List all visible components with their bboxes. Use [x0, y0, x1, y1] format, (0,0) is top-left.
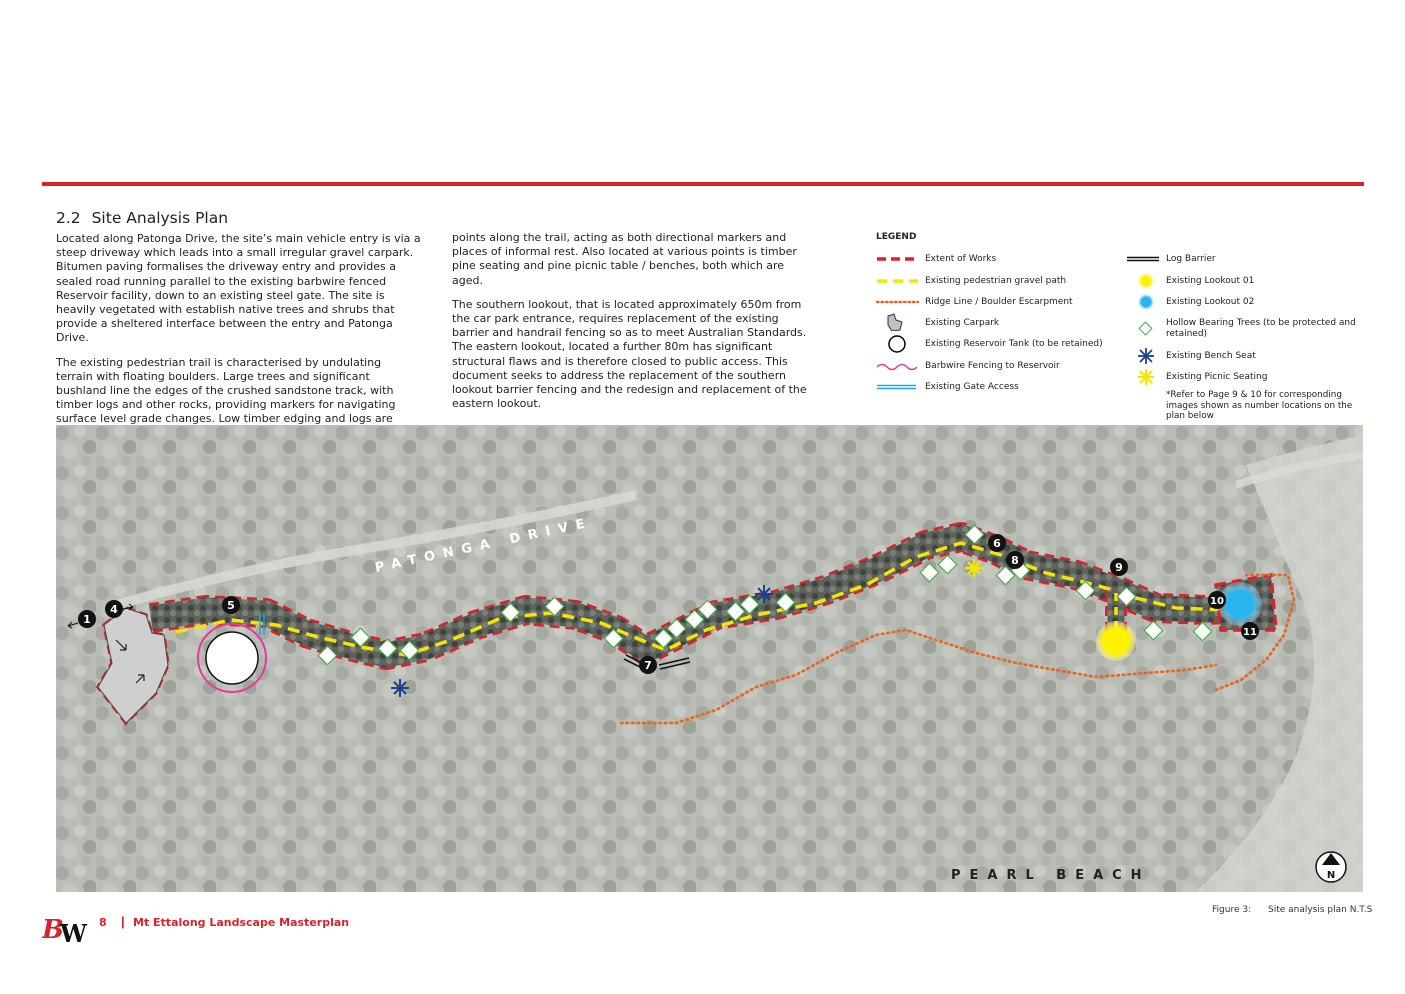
svg-text:11: 11	[1243, 627, 1257, 638]
marker-11	[1241, 622, 1259, 640]
beach-label: PEARL BEACH	[951, 868, 1151, 883]
marker-8	[1006, 551, 1024, 569]
legend-note: *Refer to Page 9 & 10 for corresponding images shown as number locations on the plan below	[1166, 390, 1353, 421]
yellow-glow-dot-icon	[1138, 273, 1154, 289]
body-column-1	[56, 232, 421, 451]
pink-wavy-line-icon	[877, 365, 917, 370]
svg-text:6: 6	[993, 537, 1001, 550]
section-number: 2.2	[56, 209, 81, 227]
figure-caption-text: Site analysis plan N.T.S	[1267, 905, 1373, 915]
legend-log-barrier: Log Barrier	[1166, 253, 1216, 264]
marker-6	[988, 534, 1006, 552]
paragraph: Located along Patonga Drive, the site’s main vehicle entry is via a steep driveway which leads into a small irregular gravel carpark. Bitumen paving formalises the driveway entry and provides a sealed road running parallel to the existing barbwire fenced Reservoir facility, down to an existing steel gate. The site is heavily vegetated with establish native trees and shrubs that provide a sheltered interface between the entry and Patonga Drive.	[56, 232, 421, 345]
legend-gate-access: Existing Gate Access	[925, 381, 1019, 392]
svg-text:B: B	[42, 915, 64, 945]
legend-lookout-02: Existing Lookout 02	[1125, 295, 1254, 309]
site-analysis-map	[56, 425, 1363, 892]
section-heading	[56, 209, 228, 227]
reservoir-tank	[206, 632, 258, 684]
header-rule	[42, 182, 1364, 186]
svg-text:N: N	[1326, 870, 1336, 881]
legend-barbwire-fencing: Barbwire Fencing to Reservoir	[876, 359, 1060, 373]
document-title: Mt Ettalong Landscape Masterplan	[133, 916, 350, 929]
brand-logo	[42, 912, 88, 952]
blue-glow-dot-icon	[1138, 294, 1154, 310]
marker-7	[639, 656, 657, 674]
figure-caption	[1212, 905, 1372, 915]
svg-text:9: 9	[1115, 561, 1123, 574]
legend-title: LEGEND	[876, 232, 917, 242]
green-diamond-icon	[1139, 322, 1152, 335]
legend-picnic-seating: Existing Picnic Seating	[1125, 370, 1267, 384]
north-arrow-icon	[1316, 852, 1346, 882]
marker-4	[105, 600, 123, 618]
blue-asterisk-icon	[1138, 348, 1154, 364]
svg-text:8: 8	[1011, 554, 1019, 567]
road-label: PATONGA DRIVE	[373, 515, 595, 576]
yellow-asterisk-icon	[1138, 369, 1154, 385]
marker-10	[1208, 591, 1226, 609]
svg-text:1: 1	[83, 613, 91, 626]
page-number: 8	[99, 916, 107, 929]
svg-text:10: 10	[1210, 596, 1224, 607]
carpark-icon	[888, 314, 902, 331]
legend-hollow-bearing-trees: Hollow Bearing Trees (to be protected and retained)	[1125, 316, 1356, 342]
paragraph: The southern lookout, that is located approximately 650m from the car park entrance, requires replacement of the existing barrier and handrail fencing so as to meet Australian Standards. The eastern lookout, located a further 80m has significant structural flaws and is therefore closed to public access. This document seeks to address the replacement of the southern lookout barrier fencing and the redesign and replacement of the eastern lookout.	[452, 297, 807, 411]
svg-text:W: W	[60, 919, 87, 948]
legend-ridge-line: Ridge Line / Boulder Escarpment	[925, 296, 1073, 307]
lookout-01	[1096, 621, 1136, 661]
legend-pedestrian-path: Existing pedestrian gravel path	[925, 275, 1067, 286]
figure-label: Figure 3:	[1212, 905, 1252, 915]
section-title: Site Analysis Plan	[91, 209, 229, 227]
paragraph: points along the trail, acting as both directional markers and places of informal rest. Also located at various points is timber pine seating and pine picnic table / benches, both which are aged.	[452, 231, 797, 287]
legend-bench-seat: Existing Bench Seat	[1125, 349, 1256, 363]
circle-icon	[889, 336, 905, 352]
legend-reservoir-tank: Existing Reservoir Tank (to be retained)	[876, 337, 1103, 351]
marker-9	[1110, 558, 1128, 576]
legend-extent-of-works: Extent of Works	[925, 253, 997, 264]
legend-carpark: Existing Carpark	[876, 316, 999, 330]
paragraph: The existing pedestrian trail is characterised by undulating terrain with floating boulders. Large trees and significant bushland line the edges of the crushed sandstone track, with timber logs and other rocks, providing markers for navigating surface level grade changes. Low timber edging and logs are	[56, 355, 396, 426]
svg-text:4: 4	[110, 603, 118, 616]
marker-5	[222, 596, 240, 614]
svg-text:7: 7	[644, 659, 652, 672]
marker-1	[78, 610, 96, 628]
footer-separator: |	[121, 914, 125, 929]
body-column-2	[452, 231, 814, 421]
svg-text:5: 5	[227, 599, 235, 612]
legend-lookout-01: Existing Lookout 01	[1125, 274, 1254, 288]
